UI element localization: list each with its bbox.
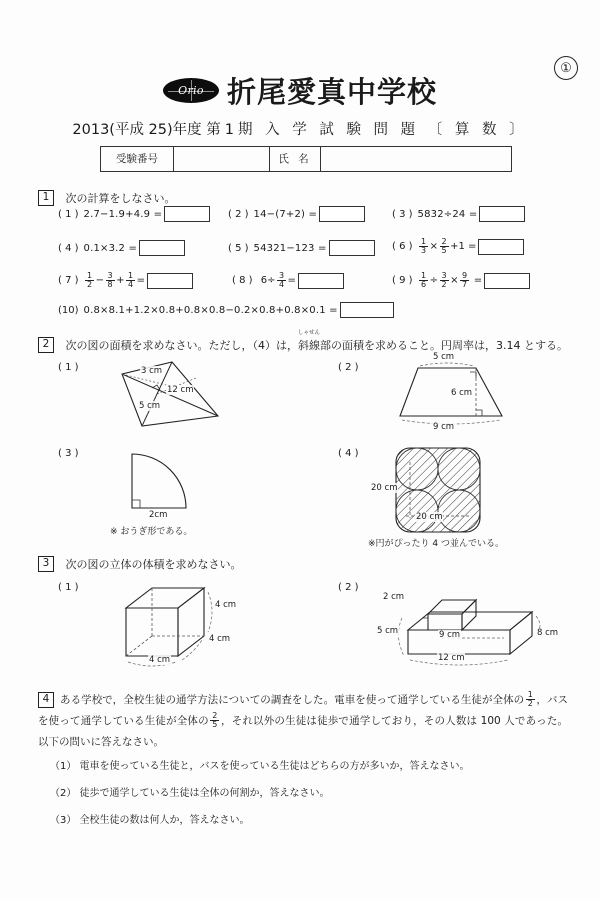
q1-item-3 xyxy=(392,206,525,222)
q3-sub1-dim-1: 4 cm xyxy=(215,600,237,610)
q2-sub2-label: ( 2 ) xyxy=(338,362,359,373)
question-3-heading xyxy=(38,556,242,572)
exam-number-field[interactable] xyxy=(174,147,270,171)
question-1-instruction: 次の計算をしなさい。 xyxy=(65,192,176,205)
q2-sub2-dim-2: 6 cm xyxy=(451,388,473,398)
q1-item-9-answer-box[interactable] xyxy=(484,273,530,289)
q2-sub1-dim-3: 5 cm xyxy=(139,401,161,411)
q1-item-7-fraction-2: $\frac{3}{8}$ xyxy=(107,270,113,289)
q1-item-1-answer-box[interactable] xyxy=(164,206,210,222)
school-name: 折尾愛真中学校 xyxy=(226,75,437,109)
q1-item-10-label: (10) xyxy=(58,304,79,316)
q2-sub1-label: ( 1 ) xyxy=(58,362,79,373)
q4-sub1: （1） 電車を使っている生徒と，バスを使っている生徒はどちらの方が多いか，答えなさい。 xyxy=(50,761,470,772)
q3-sub1-figure xyxy=(112,580,242,672)
q1-item-7-fraction-3: $\frac{1}{4}$ xyxy=(128,270,134,289)
q1-item-10-answer-box[interactable] xyxy=(340,302,394,318)
q1-item-2-expression: 14−(7+2) = xyxy=(253,208,318,220)
q1-item-7 xyxy=(58,272,193,290)
q2-sub1-dim-2: 12 cm xyxy=(167,385,194,395)
question-2-number: 2 xyxy=(38,337,54,353)
q3-sub2-dim-2: 5 cm xyxy=(377,626,399,636)
q1-item-7-fraction-1: $\frac{1}{2}$ xyxy=(87,270,93,289)
question-2-instruction-b: 部の面積を求めること。円周率は，3.14 とする。 xyxy=(320,339,568,352)
school-logo-icon xyxy=(163,78,219,103)
q1-item-8-answer-box[interactable] xyxy=(298,273,344,289)
q1-item-9-fraction-1: $\frac{1}{6}$ xyxy=(421,270,427,289)
q1-item-6 xyxy=(392,238,524,256)
q1-item-9 xyxy=(392,272,530,290)
exam-title xyxy=(0,118,600,139)
q1-item-3-expression: 5832÷24 = xyxy=(417,208,478,220)
q1-item-8-equals: = xyxy=(287,275,296,287)
q1-item-7-equals: = xyxy=(136,275,145,287)
question-2-instruction-a: 次の図の面積を求めなさい。ただし，（4）は， xyxy=(65,339,298,352)
q3-sub2-dim-1: 2 cm xyxy=(383,592,405,602)
question-3-number: 3 xyxy=(38,556,54,572)
q2-sub4-dim-1: 20 cm xyxy=(371,483,398,493)
q1-item-8 xyxy=(232,272,344,290)
question-4-fraction-half: $\frac{1}{2}$ xyxy=(527,689,533,708)
q3-sub2-dim-5: 12 cm xyxy=(438,653,465,663)
name-field[interactable] xyxy=(321,147,511,171)
q2-sub4-dim-2: 20 cm xyxy=(416,512,443,522)
q2-sub4-figure xyxy=(392,444,484,536)
q1-item-10-expression: 0.8×8.1+1.2×0.8+0.8×0.8−0.2×0.8+0.8×0.1 = xyxy=(83,304,338,316)
question-2-ruby xyxy=(298,330,321,353)
q3-sub1-dim-2: 4 cm xyxy=(209,634,231,644)
q1-item-7-answer-box[interactable] xyxy=(147,273,193,289)
q1-item-8-label: ( 8 ) xyxy=(232,275,253,287)
q1-item-4-label: ( 4 ) xyxy=(58,242,79,254)
q1-item-6-answer-box[interactable] xyxy=(478,239,524,255)
q2-sub2-dim-1: 5 cm xyxy=(433,352,455,362)
q1-item-9-fraction-2: $\frac{3}{2}$ xyxy=(441,270,447,289)
exam-number-label: 受験番号 xyxy=(101,147,174,171)
question-2-ruby-reading: しゃせん xyxy=(298,330,321,336)
q2-sub3-figure xyxy=(124,448,214,520)
question-4-text-2: ，バスを使って通学している生徒が全体の xyxy=(38,694,569,727)
question-4-subquestions xyxy=(50,757,570,838)
q1-item-2 xyxy=(228,206,365,222)
q1-item-7-op-2: + xyxy=(116,275,125,287)
q1-item-8-lead: 6÷ xyxy=(257,275,276,287)
q1-item-9-label: ( 9 ) xyxy=(392,275,413,287)
q1-item-2-answer-box[interactable] xyxy=(319,206,365,222)
question-1-heading xyxy=(38,190,176,206)
q3-sub1-dim-3: 4 cm xyxy=(149,655,171,665)
q4-sub3: （3） 全校生徒の数は何人か，答えなさい。 xyxy=(50,815,250,826)
question-2-heading xyxy=(38,330,568,353)
q1-item-7-op-1: − xyxy=(95,275,105,287)
name-label: 氏 名 xyxy=(270,147,321,171)
q1-item-5 xyxy=(228,240,375,256)
q1-item-7-label: ( 7 ) xyxy=(58,275,79,287)
q1-item-9-fraction-3: $\frac{9}{7}$ xyxy=(462,270,468,289)
q1-item-4 xyxy=(58,240,185,256)
q1-item-5-answer-box[interactable] xyxy=(329,240,375,256)
q1-item-1-label: ( 1 ) xyxy=(58,208,79,220)
examinee-info-table xyxy=(100,146,512,172)
q1-item-6-op-1: × xyxy=(429,241,439,253)
school-header xyxy=(0,70,600,111)
q1-item-1 xyxy=(58,206,210,222)
q2-sub3-note: ※ おうぎ形である。 xyxy=(110,527,193,537)
q3-sub1-label: ( 1 ) xyxy=(58,582,79,593)
q2-sub2-dim-3: 9 cm xyxy=(433,422,455,432)
q1-item-6-fraction-2: $\frac{2}{5}$ xyxy=(441,236,447,255)
q3-sub2-dim-3: 9 cm xyxy=(439,630,461,640)
q1-item-3-answer-box[interactable] xyxy=(479,206,525,222)
q2-sub3-dim-1: 2cm xyxy=(149,510,168,520)
question-3-instruction: 次の図の立体の体積を求めなさい。 xyxy=(65,558,242,571)
q1-item-5-expression: 54321−123 = xyxy=(253,242,327,254)
q1-item-4-answer-box[interactable] xyxy=(139,240,185,256)
q2-sub4-label: ( 4 ) xyxy=(338,448,359,459)
q1-item-6-tail: +1 = xyxy=(450,241,477,253)
question-4-fraction-two-fifths: $\frac{2}{5}$ xyxy=(212,710,218,729)
q1-item-9-op-1: ÷ xyxy=(429,275,439,287)
question-2-ruby-base: 斜線 xyxy=(298,339,320,352)
question-4-text-3: ，それ以外の生徒は徒歩で通学しており，その人数は 100 人であった。以下の問いに答えなさい。 xyxy=(38,715,568,748)
q1-item-8-fraction: $\frac{3}{4}$ xyxy=(278,270,285,289)
q4-sub2: （2） 徒歩で通学している生徒は全体の何割か，答えなさい。 xyxy=(50,788,330,799)
exam-title-rest: 第1期 入 学 試 験 問 題 〔 算 数 〕 xyxy=(206,122,528,138)
question-1-number: 1 xyxy=(38,190,54,206)
q1-item-2-label: ( 2 ) xyxy=(228,208,249,220)
q3-sub2-label: ( 2 ) xyxy=(338,582,359,593)
q1-item-1-expression: 2.7−1.9+4.9 = xyxy=(83,208,163,220)
q1-item-6-fraction-1: $\frac{1}{3}$ xyxy=(421,236,427,255)
question-4-number: 4 xyxy=(38,692,54,708)
q1-item-9-op-2: × xyxy=(450,275,459,287)
question-4-text-1: ある学校で，全校生徒の通学方法についての調査をした。電車を使って通学している生徒が全体の xyxy=(60,694,525,706)
q2-sub1-figure xyxy=(110,356,240,436)
q1-item-9-equals: = xyxy=(470,275,483,287)
question-4-paragraph xyxy=(38,690,568,753)
q1-item-3-label: ( 3 ) xyxy=(392,208,413,220)
logo-text: Orio xyxy=(178,84,204,97)
q2-sub4-note: ※円がぴったり 4 つ並んでいる。 xyxy=(368,539,504,549)
exam-title-year: 2013(平成 25)年度 xyxy=(72,122,202,138)
q2-sub1-dim-1: 3 cm xyxy=(141,366,163,376)
q1-item-5-label: ( 5 ) xyxy=(228,242,249,254)
q3-sub2-dim-4: 8 cm xyxy=(537,628,559,638)
q1-item-6-label: ( 6 ) xyxy=(392,241,413,253)
page-number: ① xyxy=(554,56,578,80)
q2-sub3-label: ( 3 ) xyxy=(58,448,79,459)
q1-item-4-expression: 0.1×3.2 = xyxy=(83,242,138,254)
q1-item-10 xyxy=(58,302,394,318)
